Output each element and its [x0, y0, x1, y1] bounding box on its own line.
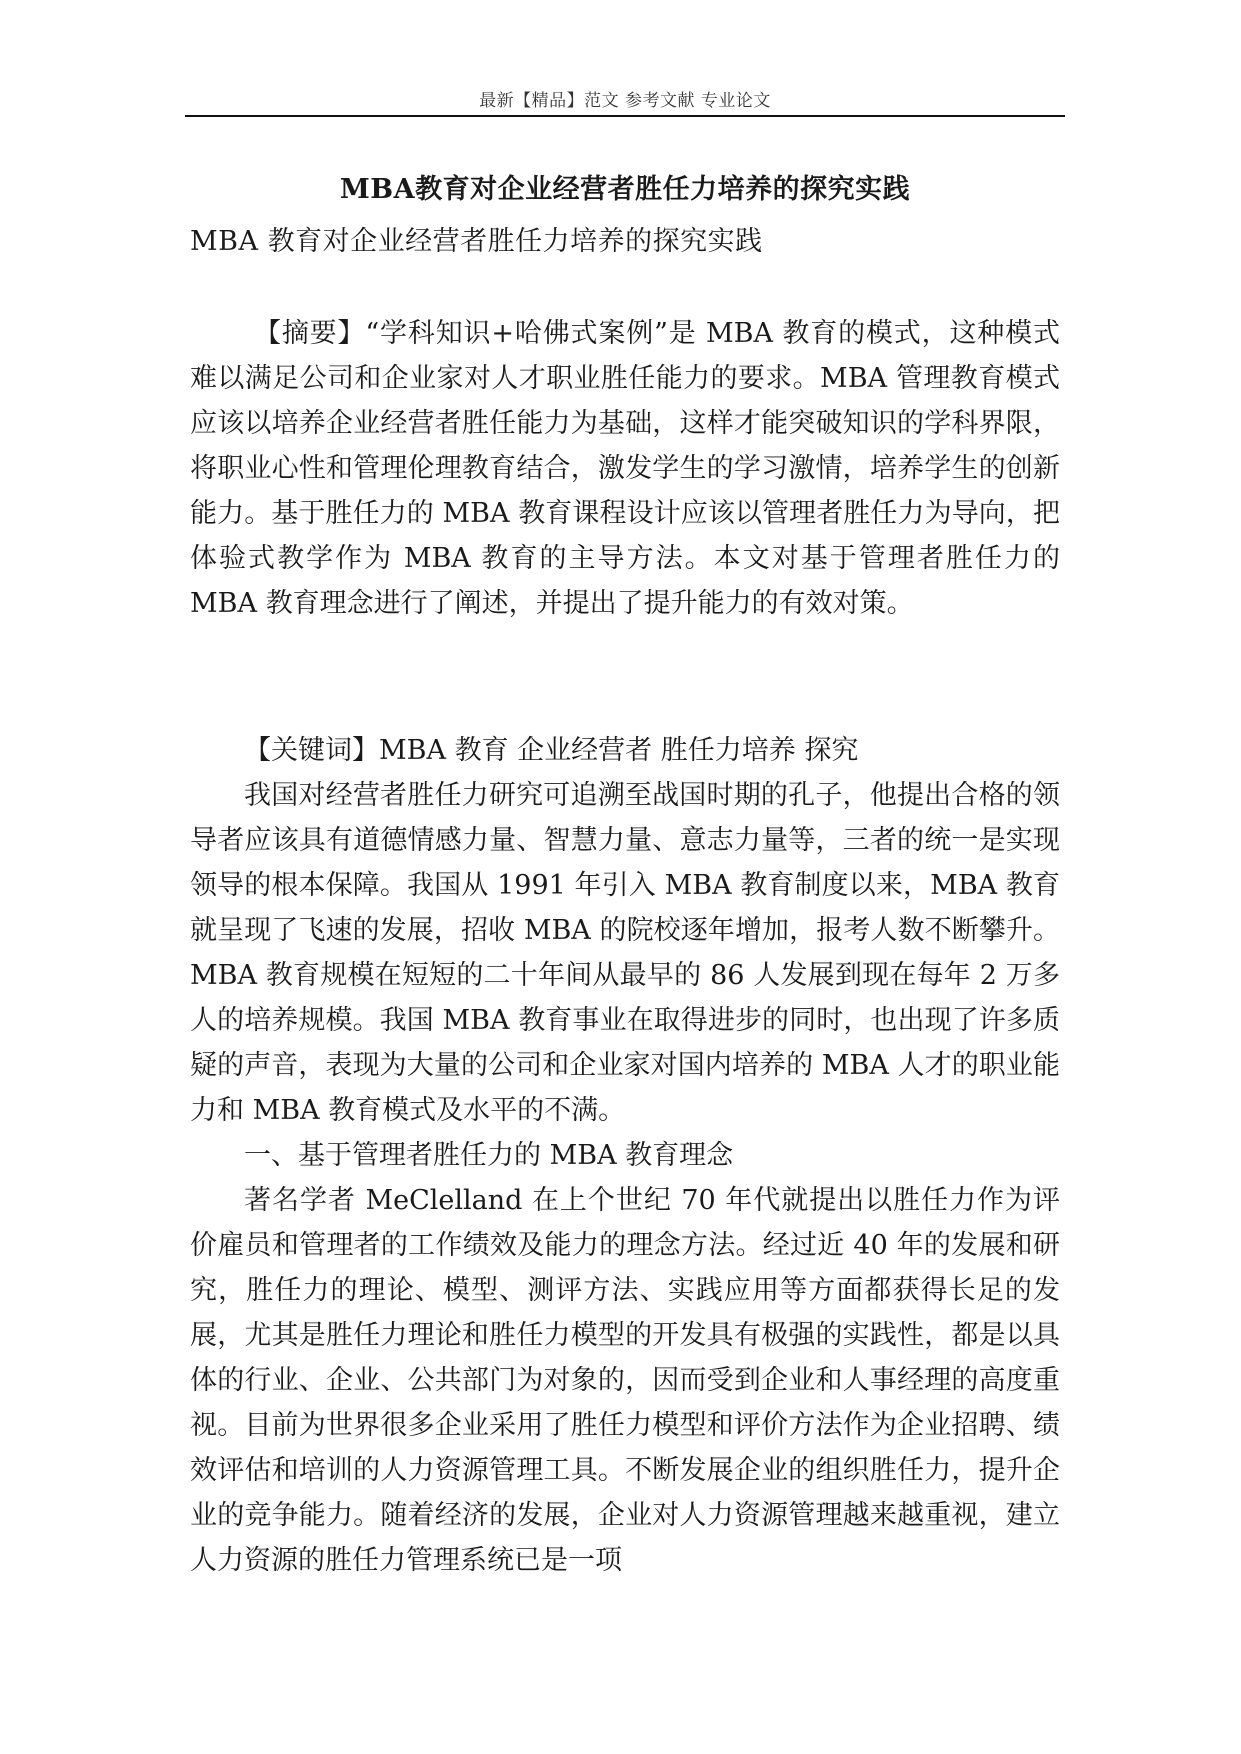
abstract-paragraph: 【摘要】“学科知识+哈佛式案例”是 MBA 教育的模式，这种模式难以满足公司和企业家对人才职业胜任能力的要求。MBA 管理教育模式应该以培养企业经营者胜任能力为基础，这样才能突破知识的学科界限，将职业心性和管理伦理教育结合，激发学生的学习激情，培养学生的创新能力。基于胜任力的 MBA 教育课程设计应该以管理者胜任力为导向，把体验式教学作为 MBA 教育的主导方法。本文对基于管理者胜任力的 MBA 教育理念进行了阐述，并提出了提升能力的有效对策。	[190, 318, 1060, 619]
section-heading: 一、基于管理者胜任力的 MBA 教育理念	[244, 1140, 734, 1171]
document-title: MBA教育对企业经营者胜任力培养的探究实践	[339, 174, 911, 205]
body-paragraph: 著名学者 MeClelland 在上个世纪 70 年代就提出以胜任力作为评价雇员和管理者的工作绩效及能力的理念方法。经过近 40 年的发展和研究，胜任力的理论、模型、测评方法、实践应用等方面都获得长足的发展，尤其是胜任力理论和胜任力模型的开发具有极强的实践性，都是以具体的行业、企业、公共部门为对象的，因而受到企业和人事经理的高度重视。目前为世界很多企业采用了胜任力模型和评价方法作为企业招聘、绩效评估和培训的人力资源管理工具。不断发展企业的组织胜任力，提升企业的竞争能力。随着经济的发展，企业对人力资源管理越来越重视，建立人力资源的胜任力管理系统已是一项	[190, 1185, 1060, 1576]
keywords-line: 【关键词】MBA 教育 企业经营者 胜任力培养 探究	[244, 735, 859, 766]
page-header: 最新【精品】范文 参考文献 专业论文	[479, 91, 771, 111]
main-body	[190, 773, 1060, 1583]
header-divider	[185, 115, 1065, 117]
body-paragraph: 我国对经营者胜任力研究可追溯至战国时期的孔子，他提出合格的领导者应该具有道德情感力量、智慧力量、意志力量等，三者的统一是实现领导的根本保障。我国从 1991 年引入 MBA 教育制度以来，MBA 教育就呈现了飞速的发展，招收 MBA 的院校逐年增加，报考人数不断攀升。MBA 教育规模在短短的二十年间从最早的 86 人发展到现在每年 2 万多人的培养规模。我国 MBA 教育事业在取得进步的同时，也出现了许多质疑的声音，表现为大量的公司和企业家对国内培养的 MBA 人才的职业能力和 MBA 教育模式及水平的不满。	[190, 780, 1060, 1126]
document-subtitle: MBA 教育对企业经营者胜任力培养的探究实践	[190, 226, 763, 257]
